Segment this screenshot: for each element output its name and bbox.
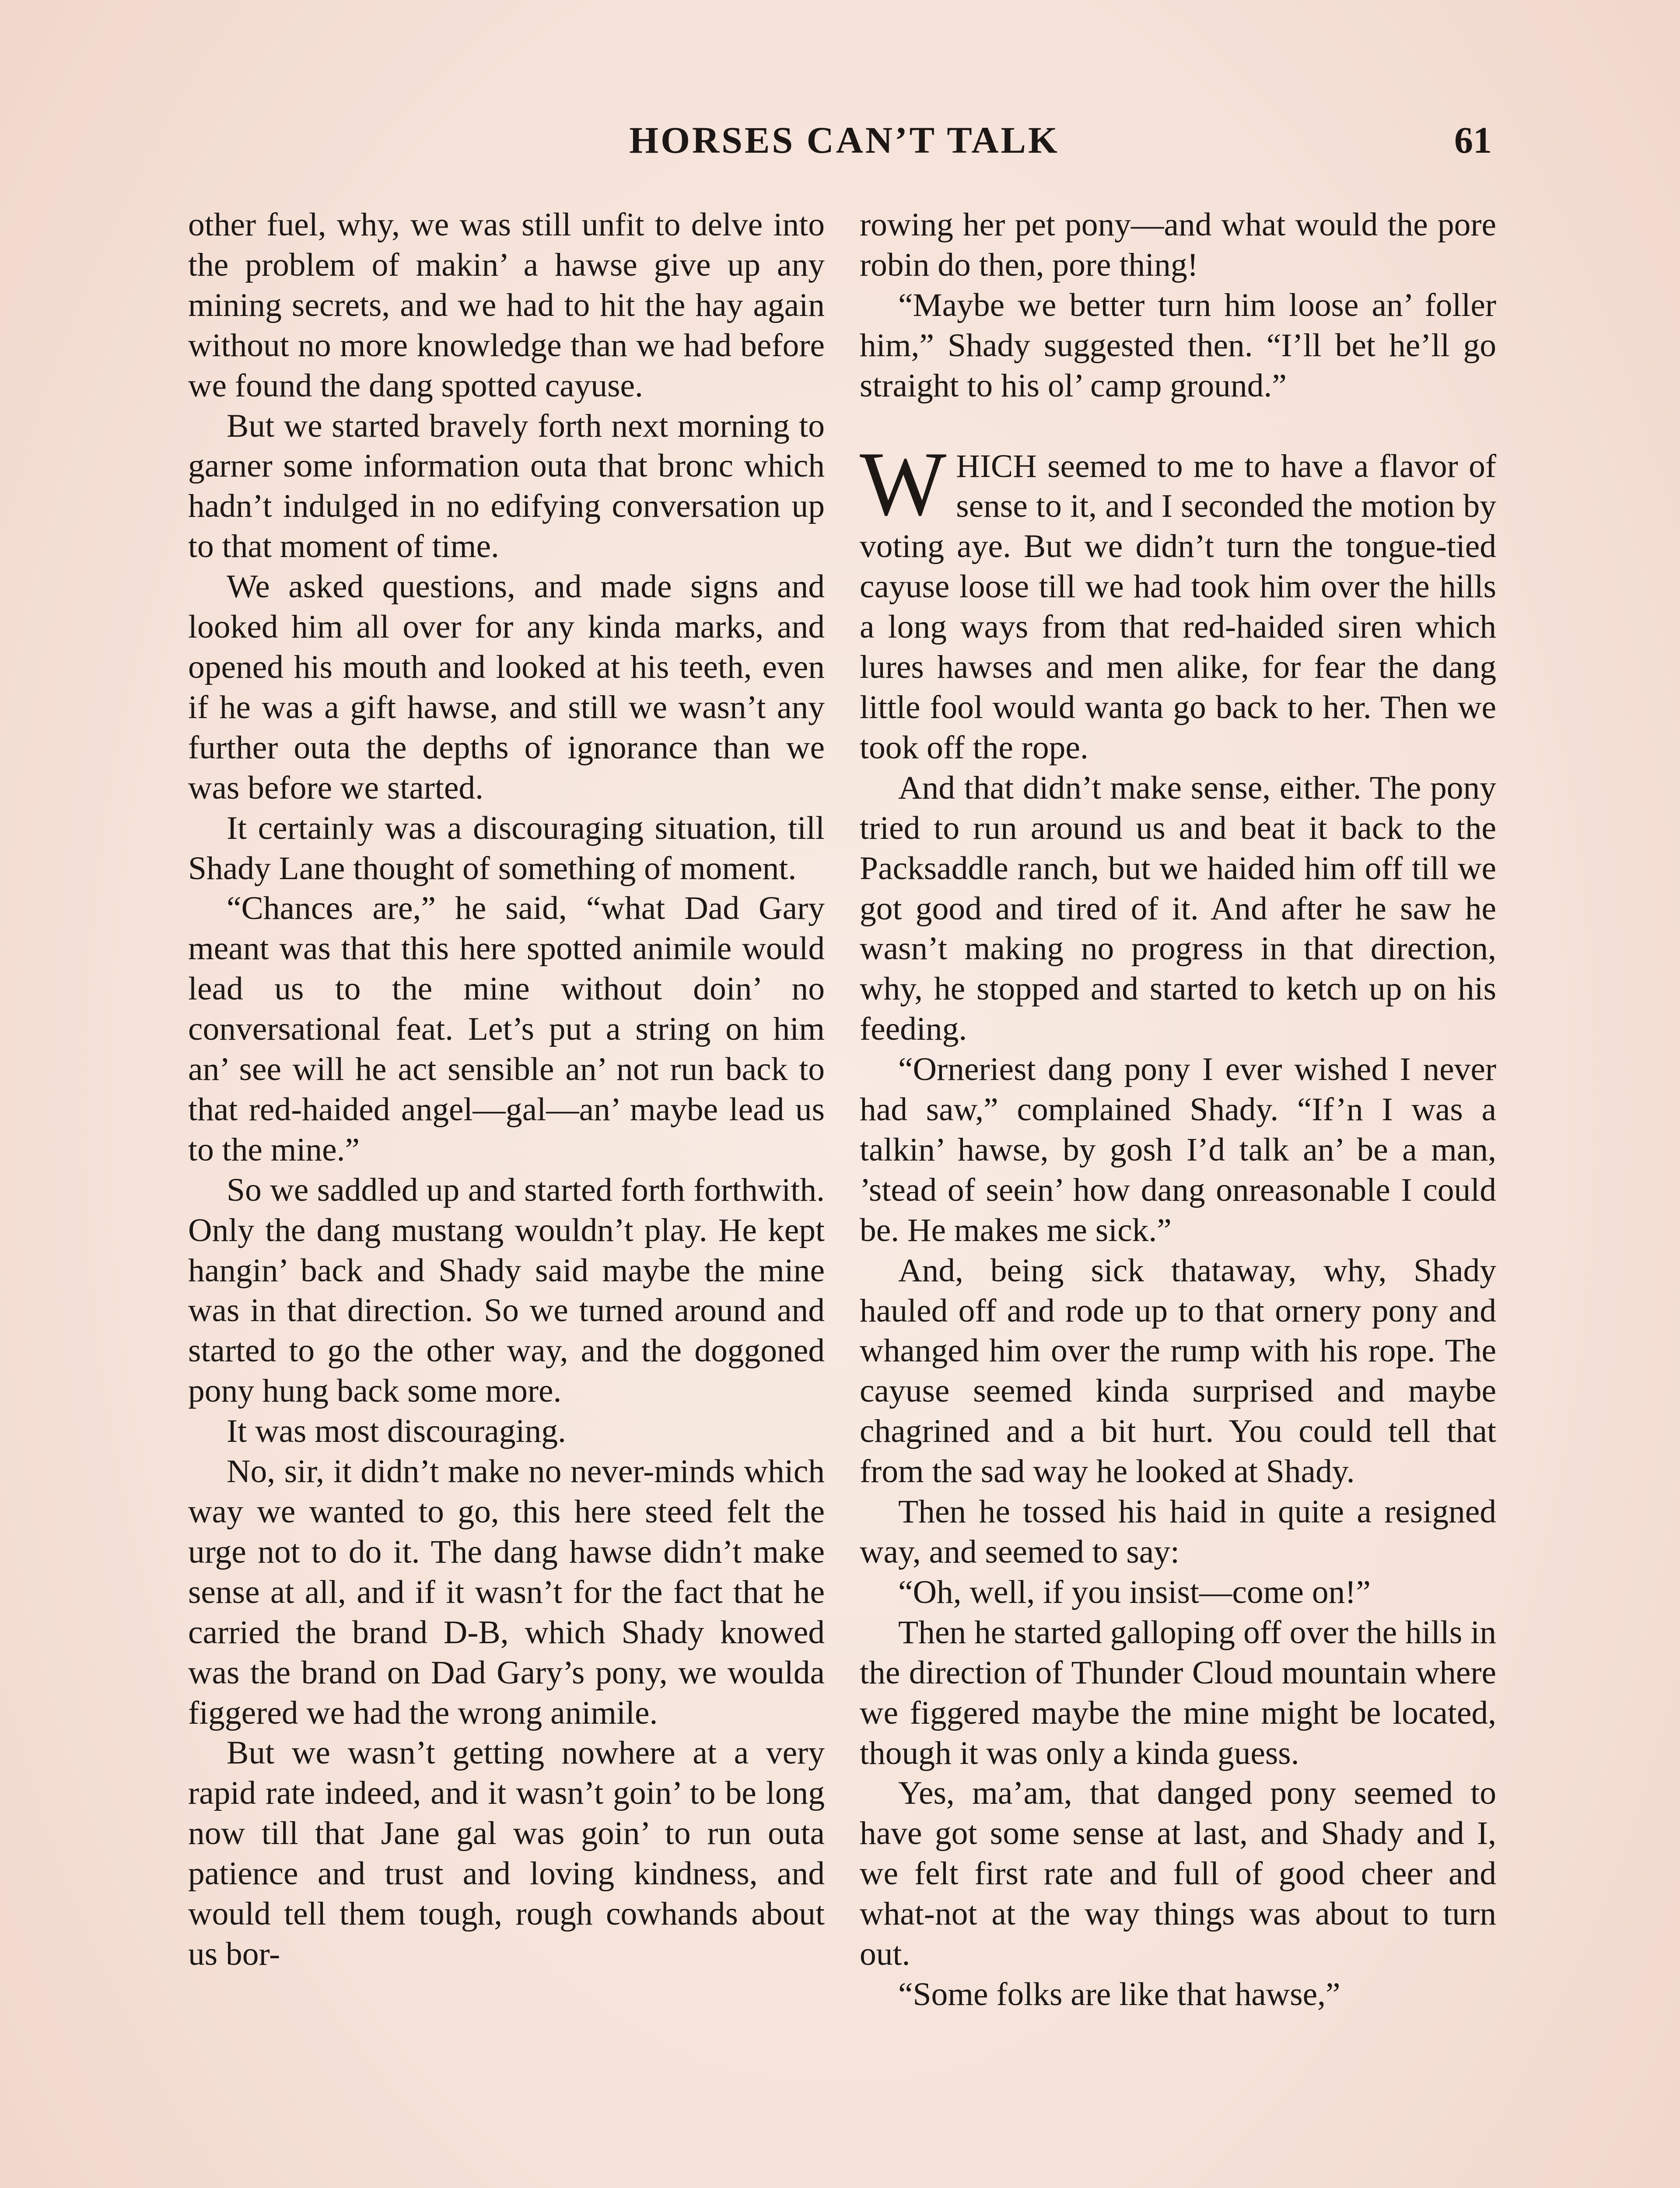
- paragraph: “Chances are,” he said, “what Dad Gary meant was that this here spotted animile would lead us to the mine without doin’ no conversational feat. Let’s put a string on him an’ see will he act sensible an’ not run back to that red-haided angel—gal—an’ maybe lead us to the mine.”: [188, 890, 825, 1168]
- paragraph: But we started bravely forth next morning to garner some information outa that bronc which hadn’t indulged in no edifying conversation up to that moment of time.: [188, 407, 825, 565]
- left-column: [188, 205, 825, 1974]
- section-first-paragraph: [860, 433, 1496, 768]
- paragraph: “Some folks are like that hawse,”: [898, 1976, 1340, 2013]
- paragraph: So we saddled up and started forth forthwith. Only the dang mustang wouldn’t play. He kept hangin’ back and Shady said maybe the mine was in that direction. So we turned around and started to go the other way, and the doggoned pony hung back some more.: [188, 1171, 825, 1410]
- paragraph: rowing her pet pony—and what would the pore robin do then, pore thing!: [860, 207, 1496, 283]
- paragraph: No, sir, it didn’t make no never-minds which way we wanted to go, this here steed felt the urge not to do it. The dang hawse didn’t make sense at all, and if it wasn’t for the fact that he carried the brand D-B, which Shady knowed was the brand on Dad Gary’s pony, we woulda figgered we had the wrong animile.: [188, 1453, 825, 1731]
- paragraph: “Orneriest dang pony I ever wished I never had saw,” complained Shady. “If’n I was a talkin’ hawse, by gosh I’d talk an’ be a man, ’stead of seein’ how dang onreasonable I could be. He makes me sick.”: [860, 1051, 1496, 1248]
- right-column: [860, 205, 1496, 2015]
- paragraph: Then he started galloping off over the hills in the direction of Thunder Cloud mountain where we figgered maybe the mine might be located, though it was only a kinda guess.: [860, 1614, 1496, 1771]
- paragraph: “Oh, well, if you insist—come on!”: [898, 1574, 1371, 1610]
- paragraph: And that didn’t make sense, either. The pony tried to run around us and beat it back to the Packsaddle ranch, but we haided him off till we got good and tired of it. And after he saw he wasn’t making no progress in that direction, why, he stopped and started to ketch up on his feeding.: [860, 769, 1496, 1048]
- paragraph: And, being sick thataway, why, Shady hauled off and rode up to that ornery pony and whanged him over the rump with his rope. The cayuse seemed kinda surprised and maybe chagrined and a bit hurt. You could tell that from the sad way he looked at Shady.: [860, 1252, 1496, 1490]
- paragraph: But we wasn’t getting nowhere at a very rapid rate indeed, and it wasn’t goin’ to be long now till that Jane gal was goin’ to run outa patience and trust and loving kindness, and would tell them tough, rough cowhands about us bor-: [188, 1735, 825, 1972]
- paragraph: It certainly was a discouraging situation, till Shady Lane thought of something of moment.: [188, 810, 825, 887]
- drop-cap: W: [860, 433, 947, 535]
- section-first-paragraph-text: HICH seemed to me to have a flavor of sense to it, and I seconded the motion by voting aye. But we didn’t turn the tongue-tied cayuse loose till we had took him over the hills a long ways from that red-haided siren which lures hawses and men alike, for fear the dang little fool would wanta go back to her. Then we took off the rope.: [860, 448, 1496, 766]
- paragraph: It was most discouraging.: [227, 1413, 566, 1450]
- paragraph: “Maybe we better turn him loose an’ foller him,” Shady suggested then. “I’ll bet he’ll go straight to his ol’ camp ground.”: [860, 287, 1496, 404]
- page-number: 61: [1454, 119, 1492, 161]
- paragraph: Yes, ma’am, that danged pony seemed to have got some sense at last, and Shady and I, we felt first rate and full of good cheer and what-not at the way things was about to turn out.: [860, 1775, 1496, 1973]
- paragraph: other fuel, why, we was still unfit to delve into the problem of makin’ a hawse give up any mining secrets, and we had to hit the hay again without no more knowledge than we had before we found the dang spotted cayuse.: [188, 207, 825, 404]
- paragraph: Then he tossed his haid in quite a resigned way, and seemed to say:: [860, 1494, 1496, 1570]
- page-header: [188, 118, 1501, 179]
- paragraph: We asked questions, and made signs and looked him all over for any kinda marks, and opened his mouth and looked at his teeth, even if he was a gift hawse, and still we wasn’t any further outa the depths of ignorance than we was before we started.: [188, 568, 825, 806]
- running-title: HORSES CAN’T TALK: [629, 119, 1060, 161]
